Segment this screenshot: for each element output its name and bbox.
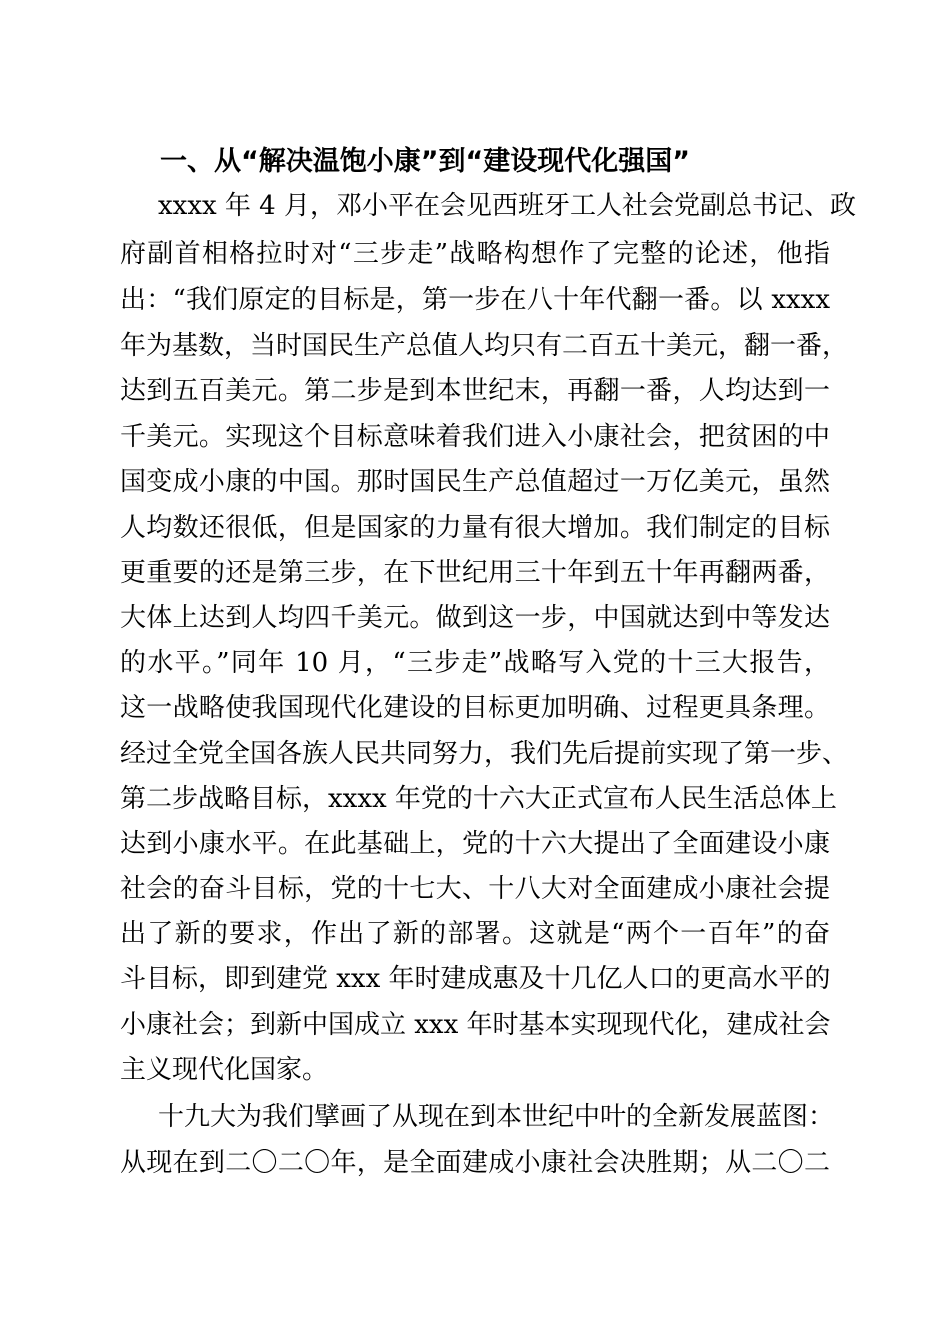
- paragraph-1-line-7: 国变成小康的中国。那时国民生产总值超过一万亿美元，虽然: [120, 467, 830, 497]
- paragraph-1-line-6: 千美元。实现这个目标意味着我们进入小康社会，把贫困的中: [120, 422, 830, 452]
- paragraph-1-line-15: 达到小康水平。在此基础上，党的十六大提出了全面建设小康: [120, 829, 830, 859]
- paragraph-1-line-2: 府副首相格拉时对“三步走”战略构想作了完整的论述，他指: [120, 239, 830, 269]
- paragraph-1-line-19: 小康社会；到新中国成立 xxx 年时基本实现现代化，建成社会: [120, 1010, 831, 1040]
- paragraph-1-line-18: 斗目标，即到建党 xxx 年时建成惠及十几亿人口的更高水平的: [120, 964, 831, 994]
- paragraph-2-line-1: 十九大为我们擘画了从现在到本世纪中叶的全新发展蓝图：: [158, 1102, 835, 1132]
- paragraph-1-line-9: 更重要的还是第三步，在下世纪用三十年到五十年再翻两番，: [120, 558, 830, 588]
- paragraph-1-line-11: 的水平。”同年 10 月，“三步走”战略写入党的十三大报告，: [120, 648, 830, 678]
- paragraph-1-line-16: 社会的奋斗目标，党的十七大、十八大对全面建成小康社会提: [120, 874, 830, 904]
- paragraph-2-line-2: 从现在到二〇二〇年，是全面建成小康社会决胜期；从二〇二: [120, 1148, 830, 1178]
- paragraph-1-line-5: 达到五百美元。第二步是到本世纪末，再翻一番，人均达到一: [120, 376, 830, 406]
- paragraph-1-line-10: 大体上达到人均四千美元。做到这一步，中国就达到中等发达: [120, 603, 830, 633]
- paragraph-1-line-4: 年为基数，当时国民生产总值人均只有二百五十美元，翻一番，: [120, 331, 849, 361]
- paragraph-1-line-17: 出了新的要求，作出了新的部署。这就是“两个一百年”的奋: [120, 919, 830, 949]
- paragraph-1-line-20: 主义现代化国家。: [120, 1055, 329, 1085]
- paragraph-1-line-13: 经过全党全国各族人民共同努力，我们先后提前实现了第一步、: [120, 739, 849, 769]
- paragraph-1-line-3: 出：“我们原定的目标是，第一步在八十年代翻一番。以 xxxx: [120, 285, 830, 315]
- paragraph-1-line-8: 人均数还很低，但是国家的力量有很大增加。我们制定的目标: [120, 513, 830, 543]
- paragraph-1-line-12: 这一战略使我国现代化建设的目标更加明确、过程更具条理。: [120, 693, 830, 723]
- paragraph-1-line-1: xxxx 年 4 月，邓小平在会见西班牙工人社会党副总书记、政: [158, 191, 856, 221]
- section-heading: 一、从“解决温饱小康”到“建设现代化强国”: [160, 146, 690, 177]
- paragraph-1-line-14: 第二步战略目标，xxxx 年党的十六大正式宣布人民生活总体上: [120, 784, 837, 814]
